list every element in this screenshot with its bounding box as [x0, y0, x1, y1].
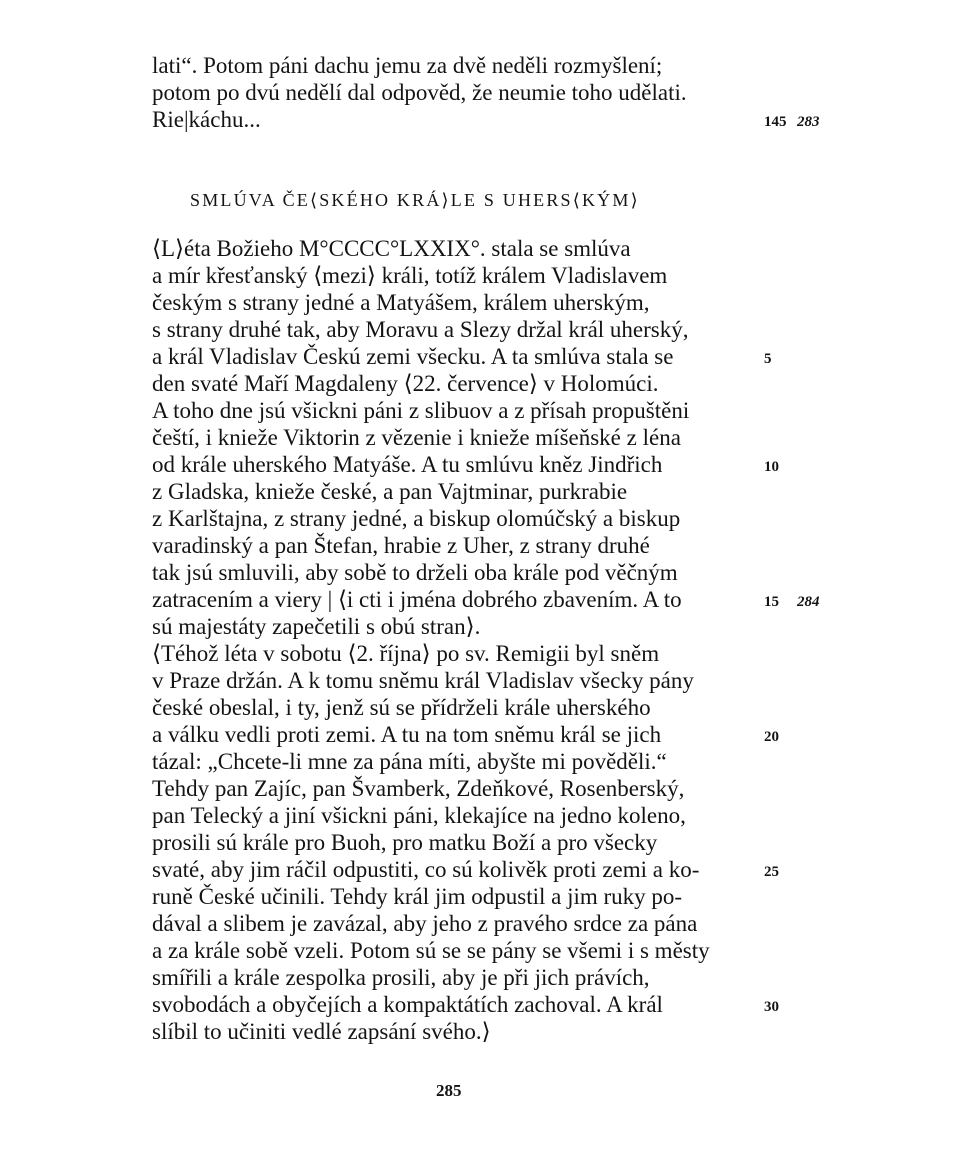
line-number: 5: [764, 351, 772, 367]
text-line: varadinský a pan Štefan, hrabie z Uher, z strany druhé: [152, 533, 650, 558]
line-number: 20: [764, 729, 779, 745]
text-line: tak jsú smluvili, aby sobě to drželi oba krále pod věčným: [152, 560, 678, 585]
section-heading: SMLÚVA ČE⟨SKÉHO KRÁ⟩LE S UHERS⟨KÝM⟩: [190, 190, 640, 210]
margin-folio-number: 145: [764, 114, 787, 130]
text-line: zatracením a viery | ⟨i cti i jména dobrého zbavením. A to: [152, 587, 682, 612]
page-number: 285: [436, 1081, 462, 1100]
text-line: slíbil to učiniti vedlé zapsání svého.⟩: [152, 1019, 491, 1044]
text-line: potom po dvú nedělí dal odpověd, že neumie toho udělati.: [152, 80, 687, 105]
text-line: runě České učinili. Tehdy král jim odpustil a jim ruky po-: [152, 884, 683, 909]
text-line: od krále uherského Matyáše. A tu smlúvu kněz Jindřich: [152, 452, 663, 477]
text-line: smířili a krále zespolka prosili, aby je při jich právích,: [152, 965, 650, 990]
text-line: čeští, i knieže Viktorin z vězenie i knieže míšeňské z léna: [152, 425, 681, 450]
text-line: A toho dne jsú všickni páni z slibuov a z přísah propuštěni: [152, 398, 690, 423]
text-line: českým s strany jedné a Matyášem, králem uherským,: [152, 290, 650, 315]
text-line: a za krále sobě vzeli. Potom sú se se pány se všemi i s městy: [152, 938, 710, 963]
text-line: a král Vladislav Českú zemi všecku. A ta smlúva stala se: [152, 344, 674, 369]
text-line: a válku vedli proti zemi. A tu na tom sněmu král se jich: [152, 722, 662, 747]
text-line: a mír křesťanský ⟨mezi⟩ králi, totíž králem Vladislavem: [152, 263, 668, 288]
text-line: Tehdy pan Zajíc, pan Švamberk, Zdeňkové, Rosenberský,: [152, 776, 685, 801]
text-line: ⟨Téhož léta v sobotu ⟨2. října⟩ po sv. Remigii byl sněm: [152, 641, 660, 666]
text-line: s strany druhé tak, aby Moravu a Slezy držal král uherský,: [152, 317, 689, 342]
margin-page-reference: 284: [797, 594, 820, 610]
line-number: 10: [764, 459, 779, 475]
text-line: dával a slibem je zavázal, aby jeho z pravého srdce za pána: [152, 911, 698, 936]
line-number: 15: [764, 594, 779, 610]
text-line: pan Telecký a jiní všickni páni, klekajíce na jedno koleno,: [152, 803, 686, 828]
text-line: prosili sú krále pro Buoh, pro matku Boží a pro všecky: [152, 830, 658, 855]
text-line: den svaté Maří Magdaleny ⟨22. července⟩ v Holomúci.: [152, 371, 659, 396]
line-number: 30: [764, 999, 779, 1015]
margin-page-reference: 283: [797, 114, 820, 130]
text-line: svaté, aby jim ráčil odpustiti, co sú kolivěk proti zemi a ko-: [152, 857, 700, 882]
text-line: v Praze držán. A k tomu sněmu král Vladislav všecky pány: [152, 668, 694, 693]
text-line: sú majestáty zapečetili s obú stran⟩.: [152, 614, 481, 639]
text-line: svobodách a obyčejích a kompaktátích zachoval. A král: [152, 992, 663, 1017]
text-line: lati“. Potom páni dachu jemu za dvě neděli rozmyšlení;: [152, 53, 663, 78]
text-line: z Karlštajna, z strany jedné, a biskup olomúčský a biskup: [152, 506, 681, 531]
text-line: tázal: „Chcete-li mne za pána míti, abyšte mi pověděli.“: [152, 749, 667, 774]
text-line: Rie|káchu...: [152, 107, 261, 132]
text-line: ⟨L⟩éta Božieho M°CCCC°LXXIX°. stala se smlúva: [152, 236, 631, 261]
text-line: z Gladska, knieže české, a pan Vajtminar, purkrabie: [152, 479, 628, 504]
text-line: české obeslal, i ty, jenž sú se přídrželi krále uherského: [152, 695, 651, 720]
line-number: 25: [764, 864, 779, 880]
